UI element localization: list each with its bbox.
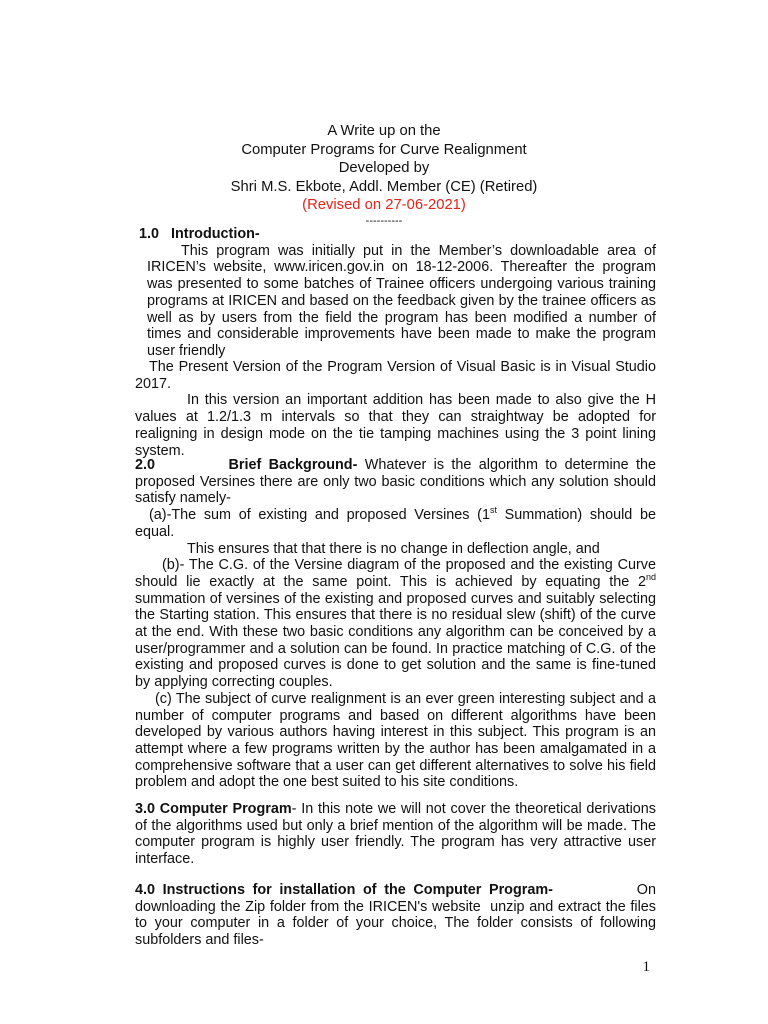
section-computer-program: [135, 801, 656, 868]
section-1-paragraph-1: This program was initially put in the Member’s downloadable area of IRICEN’s website, www.iricen.gov.in on 18-12-2006. Thereafter the program was presented to some batches of Trainee officers undergoing various training programs at IRICEN and based on the feedback given by the trainee officers as well as by users from the field the program has been modified a number of times and considerable improvements have been made to make the program user friendly: [147, 242, 656, 359]
section-3-heading: 3.0 Computer Program: [135, 801, 292, 817]
section-2-heading: 2.0 Brief Background-: [135, 457, 358, 473]
condition-a-text-end: Summation) should be equal.: [135, 507, 657, 540]
section-2-intro: Whatever is the algorithm to determine the proposed Versines there are only two basic conditions which any solution should satisfy namely-: [135, 457, 656, 507]
condition-c: (c) The subject of curve realignment is an ever green interesting subject and a number of computer programs and based on different algorithms have been developed by various authors having interest in this subject. This program is an attempt where a few programs written by the author has been amalgamated in a comprehensive software that a user can get different alternatives to solve his field problem and adopt the one best suited to his site conditions.: [135, 690, 656, 791]
condition-a-sup: st: [489, 505, 497, 516]
section-introduction-cont: [135, 359, 656, 459]
condition-b-text-end: summation of versines of the existing and proposed curves and suitably selecting the Starting station. This ensures that there is no residual slew (shift) of the curve at the end. With these two basic conditions any algorithm can be conceived by a user/programmer and a solution can be found. In practice matching of C.G. of the existing and proposed curves is done to get solution and the same is fine-tuned by applying correcting couples.: [135, 590, 656, 691]
section-1-paragraph-2: The Present Version of the Program Version of Visual Basic is in Visual Studio 2017.: [135, 359, 656, 392]
condition-b-text: (b)- The C.G. of the Versine diagram of the proposed and the existing Curve should lie exactly at the same point. This is achieved by equating the 2: [135, 557, 656, 590]
condition-a: [135, 507, 656, 540]
revision-date: (Revised on 27-06-2021): [302, 197, 466, 213]
section-background: [135, 457, 656, 791]
condition-b: [135, 557, 656, 691]
section-4-text: On downloading the Zip folder from the IRICEN's website unzip and extract the files to your computer in a folder of your choice, The folder consists of following subfolders and files-: [135, 882, 660, 949]
section-3-paragraph: [135, 801, 656, 868]
section-3-text: - In this note we will not cover the theoretical derivations of the algorithms used but only a brief mention of the algorithm will be made. The computer program is highly user friendly. The program has very attractive user interface.: [135, 801, 656, 868]
section-1-heading: 1.0 Introduction-: [139, 226, 260, 242]
condition-b-sup: nd: [645, 572, 656, 583]
section-4-paragraph: [135, 882, 660, 949]
section-introduction: [139, 226, 656, 360]
section-2-intro-paragraph: [135, 457, 656, 507]
title-line-1: A Write up on the: [327, 123, 441, 139]
condition-a-note: This ensures that that there is no change in deflection angle, and: [187, 540, 600, 557]
section-4-heading: 4.0 Instructions for installation of the Computer Program-: [135, 882, 553, 898]
title-line-2: Computer Programs for Curve Realignment: [241, 141, 527, 158]
title-line-3: Developed by: [338, 160, 430, 176]
section-installation: [135, 882, 660, 949]
section-1-paragraph-3: In this version an important addition has been made to also give the H values at 1.2/1.3 m intervals so that they can straightway be adopted for realigning in design mode on the tie tamping machines using the 3 point lining system.: [135, 392, 656, 459]
condition-a-text: (a)-The sum of existing and proposed Versines (1: [149, 507, 490, 524]
title-block: [0, 122, 768, 227]
title-divider: ----------: [365, 214, 403, 227]
page-number: 1: [642, 959, 650, 975]
author-line: Shri M.S. Ekbote, Addl. Member (CE) (Retired): [230, 178, 538, 195]
